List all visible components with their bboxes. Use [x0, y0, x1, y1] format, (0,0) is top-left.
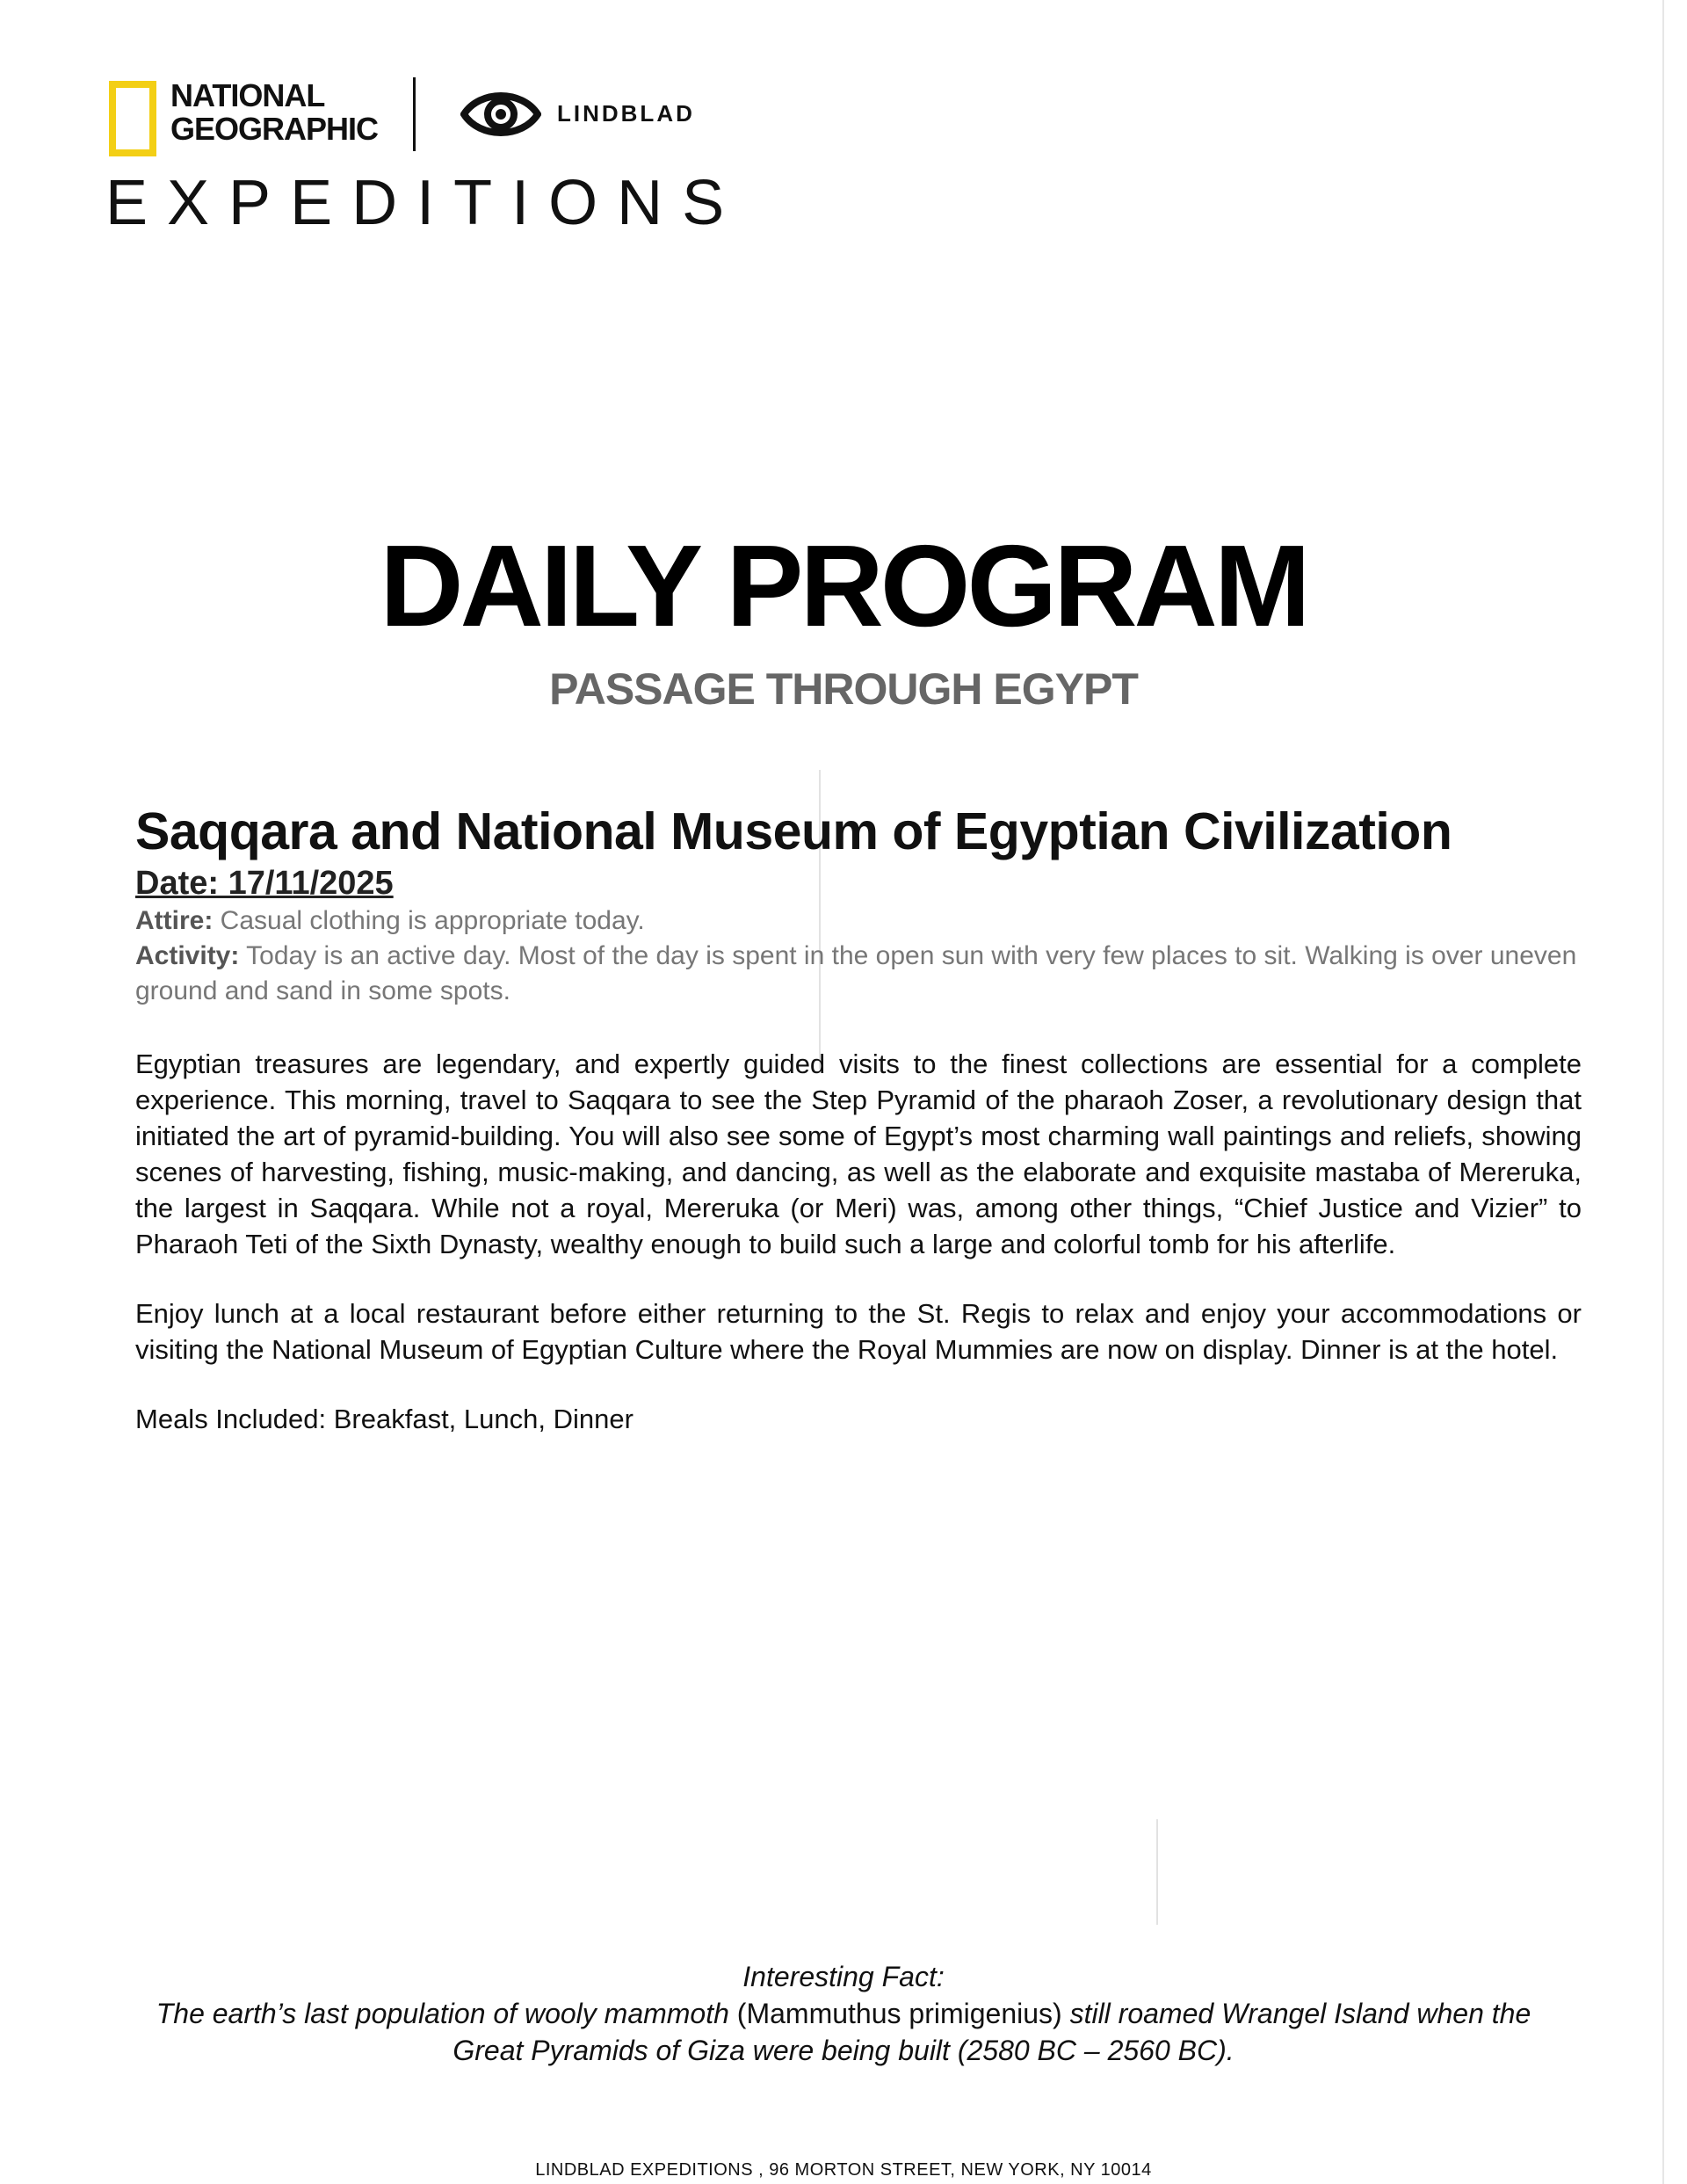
- page-title: DAILY PROGRAM: [380, 521, 1307, 650]
- fact-heading: Interesting Fact:: [742, 1961, 945, 1992]
- interesting-fact: [141, 1958, 1546, 2069]
- activity-text: Today is an active day. Most of the day is spent in the open sun with very few places to sit. Walking is over uneven ground and sand in some spots.: [135, 941, 1577, 1005]
- day-heading: Saqqara and National Museum of Egyptian Civilization: [135, 802, 1452, 860]
- national-geographic-logo: [170, 79, 378, 146]
- expeditions-wordmark: EXPEDITIONS: [105, 168, 744, 238]
- fact-text-part1: The earth’s last population of wooly mammoth: [156, 1998, 737, 2029]
- spacer: [135, 1368, 1582, 1401]
- page-edge: [1662, 0, 1664, 2184]
- scan-mark: [1156, 1819, 1158, 1925]
- spacer: [135, 1262, 1582, 1295]
- fact-text: [141, 1995, 1546, 2069]
- logo-divider: [413, 77, 416, 151]
- header-logos: [109, 77, 724, 155]
- ng-yellow-frame-icon: [109, 81, 156, 156]
- attire-text: Casual clothing is appropriate today.: [213, 906, 645, 935]
- day-content: [135, 800, 1582, 1437]
- fact-species-name: (Mammuthus primigenius): [736, 1998, 1062, 2029]
- date-text: Date: 17/11/2025: [135, 865, 394, 902]
- lindblad-logo-text: LINDBLAD: [557, 100, 695, 127]
- page-subtitle: PASSAGE THROUGH EGYPT: [549, 664, 1138, 714]
- date-line: [135, 863, 1582, 903]
- attire-line: [135, 903, 1582, 939]
- paragraph-2: Enjoy lunch at a local restaurant before either returning to the St. Regis to relax and enjoy your accommodations or visiting the National Museum of Egyptian Culture where the Royal Mummies are now on display. Dinner is at the hotel.: [135, 1298, 1582, 1365]
- meals-included: Meals Included: Breakfast, Lunch, Dinner: [135, 1404, 634, 1434]
- footer-address: LINDBLAD EXPEDITIONS , 96 MORTON STREET, NEW YORK, NY 10014: [535, 2160, 1152, 2180]
- activity-line: [135, 939, 1582, 1009]
- activity-label: Activity:: [135, 941, 240, 970]
- paragraph-1: Egyptian treasures are legendary, and expertly guided visits to the finest collections are essential for a complete experience. This morning, travel to Saqqara to see the Step Pyramid of the pharaoh Zoser, a revolutionary design that initiated the art of pyramid-building. You will also see some of Egypt’s most charming wall paintings and reliefs, showing scenes of harvesting, fishing, music-making, and dancing, as well as the elaborate and exquisite mastaba of Mereruka, the largest in Saqqara. While not a royal, Mereruka (or Meri) was, among other things, “Chief Justice and Vizier” to Pharaoh Teti of the Sixth Dynasty, wealthy enough to build such a large and colorful tomb for his afterlife.: [135, 1048, 1582, 1259]
- fact-text-part3: still roamed Wrangel Island when the Great Pyramids of Giza were being built (2580 BC – 2560 BC).: [453, 1998, 1531, 2066]
- lindblad-eye-icon: [460, 83, 541, 142]
- attire-label: Attire:: [135, 906, 214, 935]
- spacer: [135, 1009, 1582, 1046]
- ng-logo-line2: GEOGRAPHIC: [170, 111, 379, 147]
- ng-logo-line1: NATIONAL: [170, 77, 325, 113]
